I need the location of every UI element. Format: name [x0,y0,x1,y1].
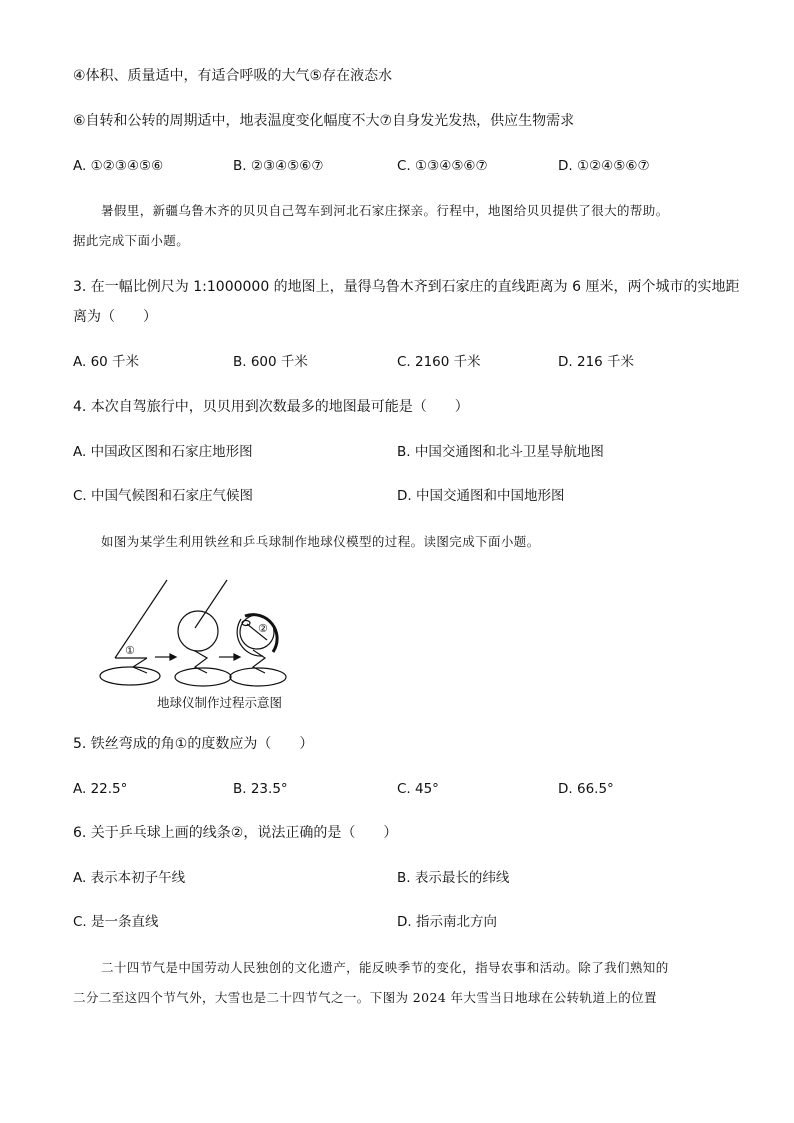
intro-3-line-1: 二十四节气是中国劳动人民独创的文化遗产，能反映季节的变化，指导农事和活动。除了我们熟知的 [101,960,669,975]
q4-option-b[interactable]: B. 中国交通图和北斗卫星导航地图 [397,444,604,460]
intro-1-line-2: 据此完成下面小题。 [73,233,190,248]
stage3-base [230,668,286,686]
intro-3-line-2: 二分二至这四个节气外，大雪也是二十四节气之一。下图为 2024 年大雪当日地球在公转轨道上的位置 [73,990,657,1005]
intro-2: 如图为某学生利用铁丝和乒乓球制作地球仪模型的过程。读图完成下面小题。 [101,534,540,549]
q2-option-b[interactable]: B. ②③④⑤⑥⑦ [233,158,324,174]
stage2-wire-zigzag [195,651,207,673]
stage1-base [100,667,160,685]
q6-option-d[interactable]: D. 指示南北方向 [397,914,497,930]
figure-caption: 地球仪制作过程示意图 [157,695,283,710]
q6-option-a[interactable]: A. 表示本初子午线 [73,870,186,886]
q2-option-c[interactable]: C. ①③④⑤⑥⑦ [397,158,488,174]
statement-6-7: ⑥自转和公转的周期适中，地表温度变化幅度不大⑦自身发光发热，供应生物需求 [73,113,575,129]
globe-making-figure [95,578,295,713]
stage2-wire [195,580,227,628]
q6-option-b[interactable]: B. 表示最长的纬线 [397,870,510,886]
q6-stem: 6. 关于乒乓球上画的线条②，说法正确的是（ ） [73,825,398,841]
q5-option-c[interactable]: C. 45° [397,781,439,797]
q4-stem: 4. 本次自驾旅行中，贝贝用到次数最多的地图最可能是（ ） [73,399,469,415]
stage1-wire-zigzag [133,658,147,673]
q3-option-c[interactable]: C. 2160 千米 [397,354,481,370]
q4-option-a[interactable]: A. 中国政区图和石家庄地形图 [73,444,253,460]
stage1-wire [115,580,167,658]
q3-stem-line-1: 3. 在一幅比例尺为 1:1000000 的地图上，量得乌鲁木齐到石家庄的直线距离为 6 厘米，两个城市的实地距 [73,279,740,295]
q3-option-b[interactable]: B. 600 千米 [233,354,308,370]
q5-option-b[interactable]: B. 23.5° [233,781,288,797]
q5-option-a[interactable]: A. 22.5° [73,781,128,797]
q5-option-d[interactable]: D. 66.5° [558,781,614,797]
q3-option-d[interactable]: D. 216 千米 [558,354,635,370]
q2-option-a[interactable]: A. ①②③④⑤⑥ [73,158,164,174]
label-angle-1: ① [125,644,135,657]
intro-1-line-1: 暑假里，新疆乌鲁木齐的贝贝自己驾车到河北石家庄探亲。行程中，地图给贝贝提供了很大的帮助。 [101,203,669,218]
stage3-wire-zigzag [253,650,265,673]
statement-4-5: ④体积、质量适中，有适合呼吸的大气⑤存在液态水 [73,68,393,84]
q4-option-c[interactable]: C. 中国气候图和石家庄气候图 [73,488,254,504]
label-line-2: ② [258,622,268,635]
q2-option-d[interactable]: D. ①②④⑤⑥⑦ [558,158,650,174]
q3-option-a[interactable]: A. 60 千米 [73,354,140,370]
stage2-ball [178,611,218,651]
q5-stem: 5. 铁丝弯成的角①的度数应为（ ） [73,736,314,752]
q3-stem-line-2: 离为（ ） [73,309,157,325]
q6-option-c[interactable]: C. 是一条直线 [73,914,159,930]
q4-option-d[interactable]: D. 中国交通图和中国地形图 [397,488,565,504]
